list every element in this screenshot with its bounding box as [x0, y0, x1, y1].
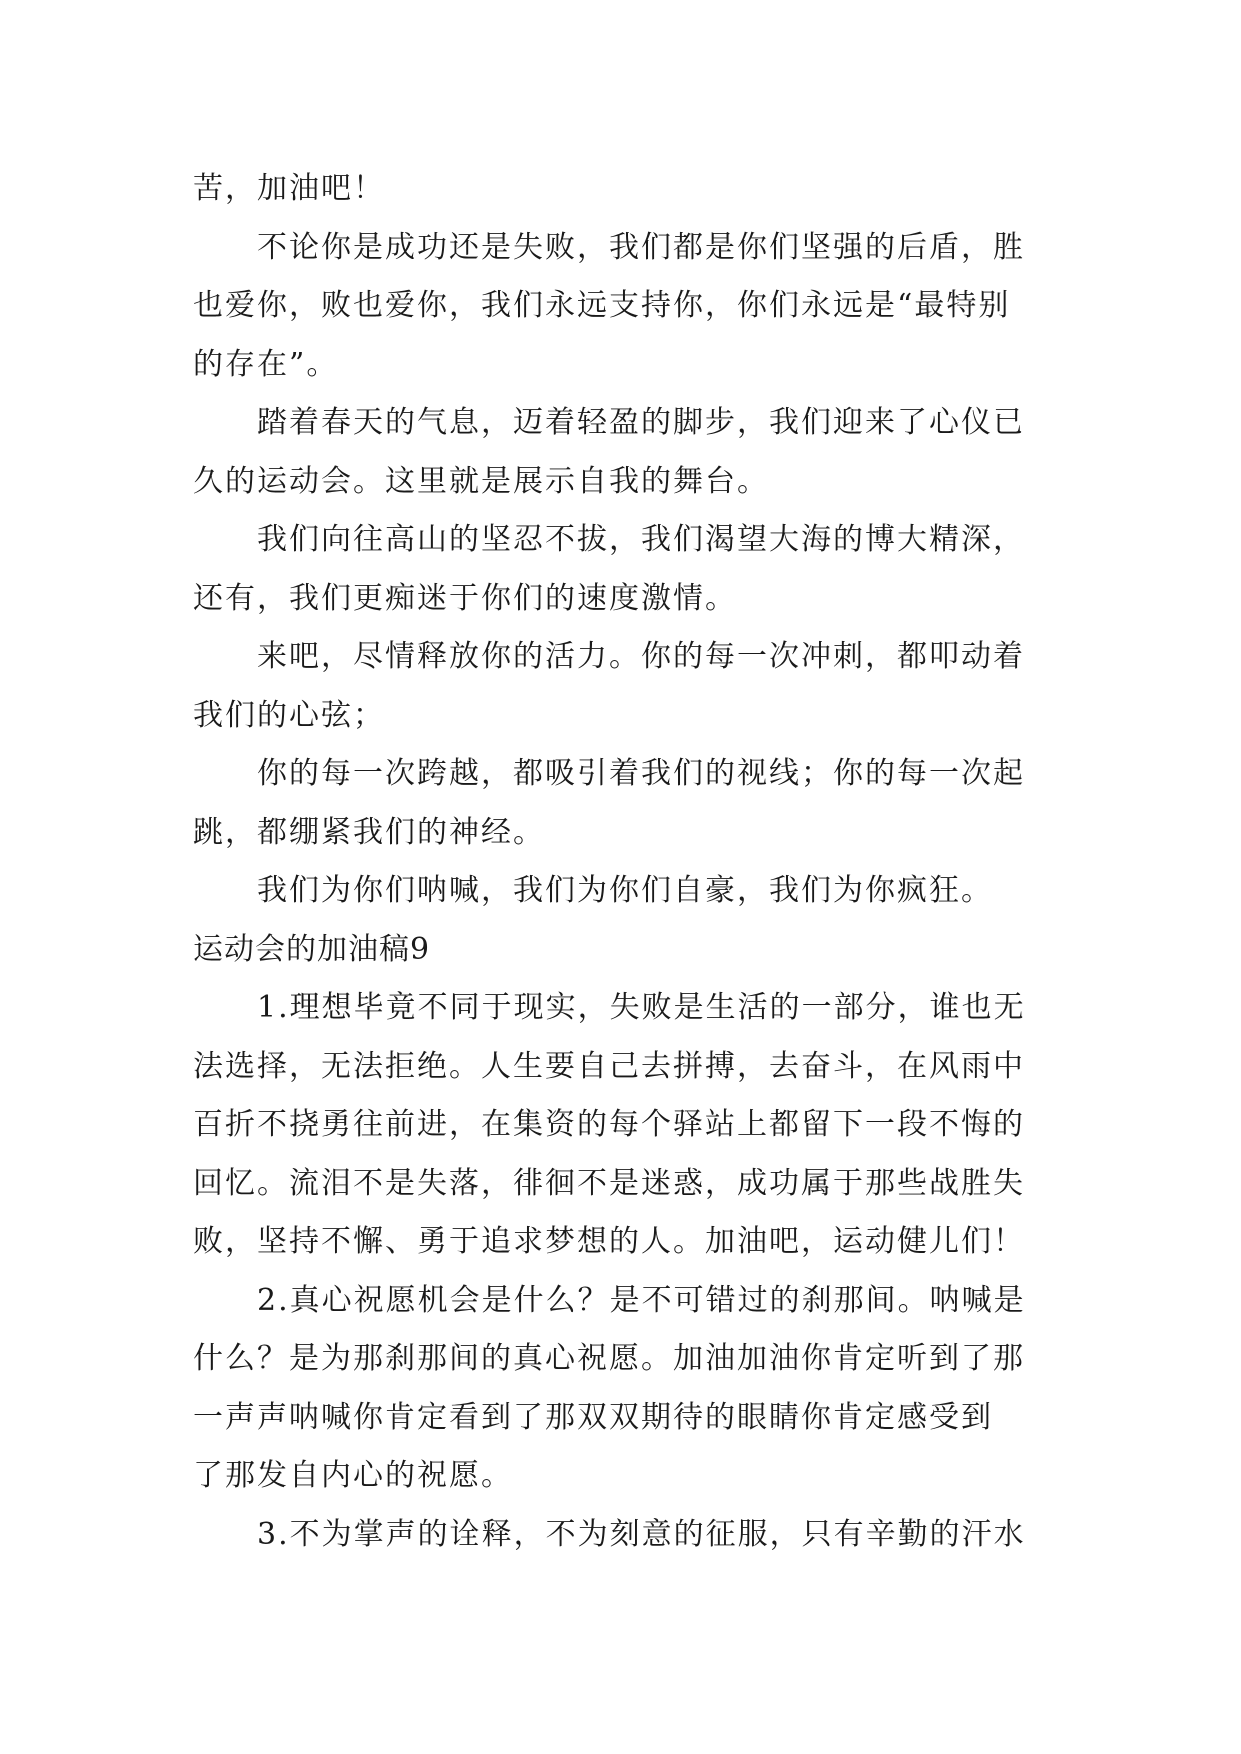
- paragraph-start-line: 你的每一次跨越，都吸引着我们的视线；你的每一次起: [257, 756, 1025, 791]
- paragraph-start-line: 2.真心祝愿机会是什么？是不可错过的刹那间。呐喊是: [257, 1282, 1026, 1318]
- text-line: 了那发自内心的祝愿。: [193, 1458, 513, 1493]
- paragraph-start-line: 我们为你们呐喊，我们为你们自豪，我们为你疯狂。: [257, 873, 993, 908]
- text-line: 跳，都绷紧我们的神经。: [193, 814, 545, 850]
- paragraph-start-line: 1.理想毕竟不同于现实，失败是生活的一部分，谁也无: [257, 990, 1026, 1025]
- paragraph-start-line: 3.不为掌声的诠释，不为刻意的征服，只有辛勤的汗水: [257, 1516, 1026, 1552]
- text-line: 的存在”。: [193, 346, 339, 382]
- text-line: 一声声呐喊你肯定看到了那双双期待的眼睛你肯定感受到: [193, 1399, 993, 1435]
- paragraph-start-line: 我们向往高山的坚忍不拔，我们渴望大海的博大精深，: [257, 522, 1025, 557]
- section-title: 运动会的加油稿9: [193, 931, 431, 967]
- text-line: 法选择，无法拒绝。人生要自己去拼搏，去奋斗，在风雨中: [193, 1048, 1025, 1084]
- paragraph-start-line: 来吧，尽情释放你的活力。你的每一次冲刺，都叩动着: [257, 639, 1025, 674]
- text-line: 败，坚持不懈、勇于追求梦想的人。加油吧，运动健儿们！: [193, 1224, 1025, 1259]
- text-line: 百折不挠勇往前进，在集资的每个驿站上都留下一段不悔的: [193, 1107, 1025, 1142]
- document-page: [193, 160, 1053, 1564]
- text-line: 我们的心弦；: [193, 697, 385, 733]
- text-line: 久的运动会。这里就是展示自我的舞台。: [193, 463, 769, 499]
- text-line: 苦，加油吧！: [193, 171, 385, 206]
- text-line: 也爱你，败也爱你，我们永远支持你，你们永远是“最特别: [193, 288, 1011, 323]
- paragraph-start-line: 踏着春天的气息，迈着轻盈的脚步，我们迎来了心仪已: [257, 405, 1025, 440]
- paragraph-start-line: 不论你是成功还是失败，我们都是你们坚强的后盾，胜: [257, 229, 1025, 265]
- text-line: 还有，我们更痴迷于你们的速度激情。: [193, 580, 737, 616]
- text-line: 什么？是为那刹那间的真心祝愿。加油加油你肯定听到了那: [193, 1341, 1025, 1376]
- text-line: 回忆。流泪不是失落，徘徊不是迷惑，成功属于那些战胜失: [193, 1165, 1025, 1201]
